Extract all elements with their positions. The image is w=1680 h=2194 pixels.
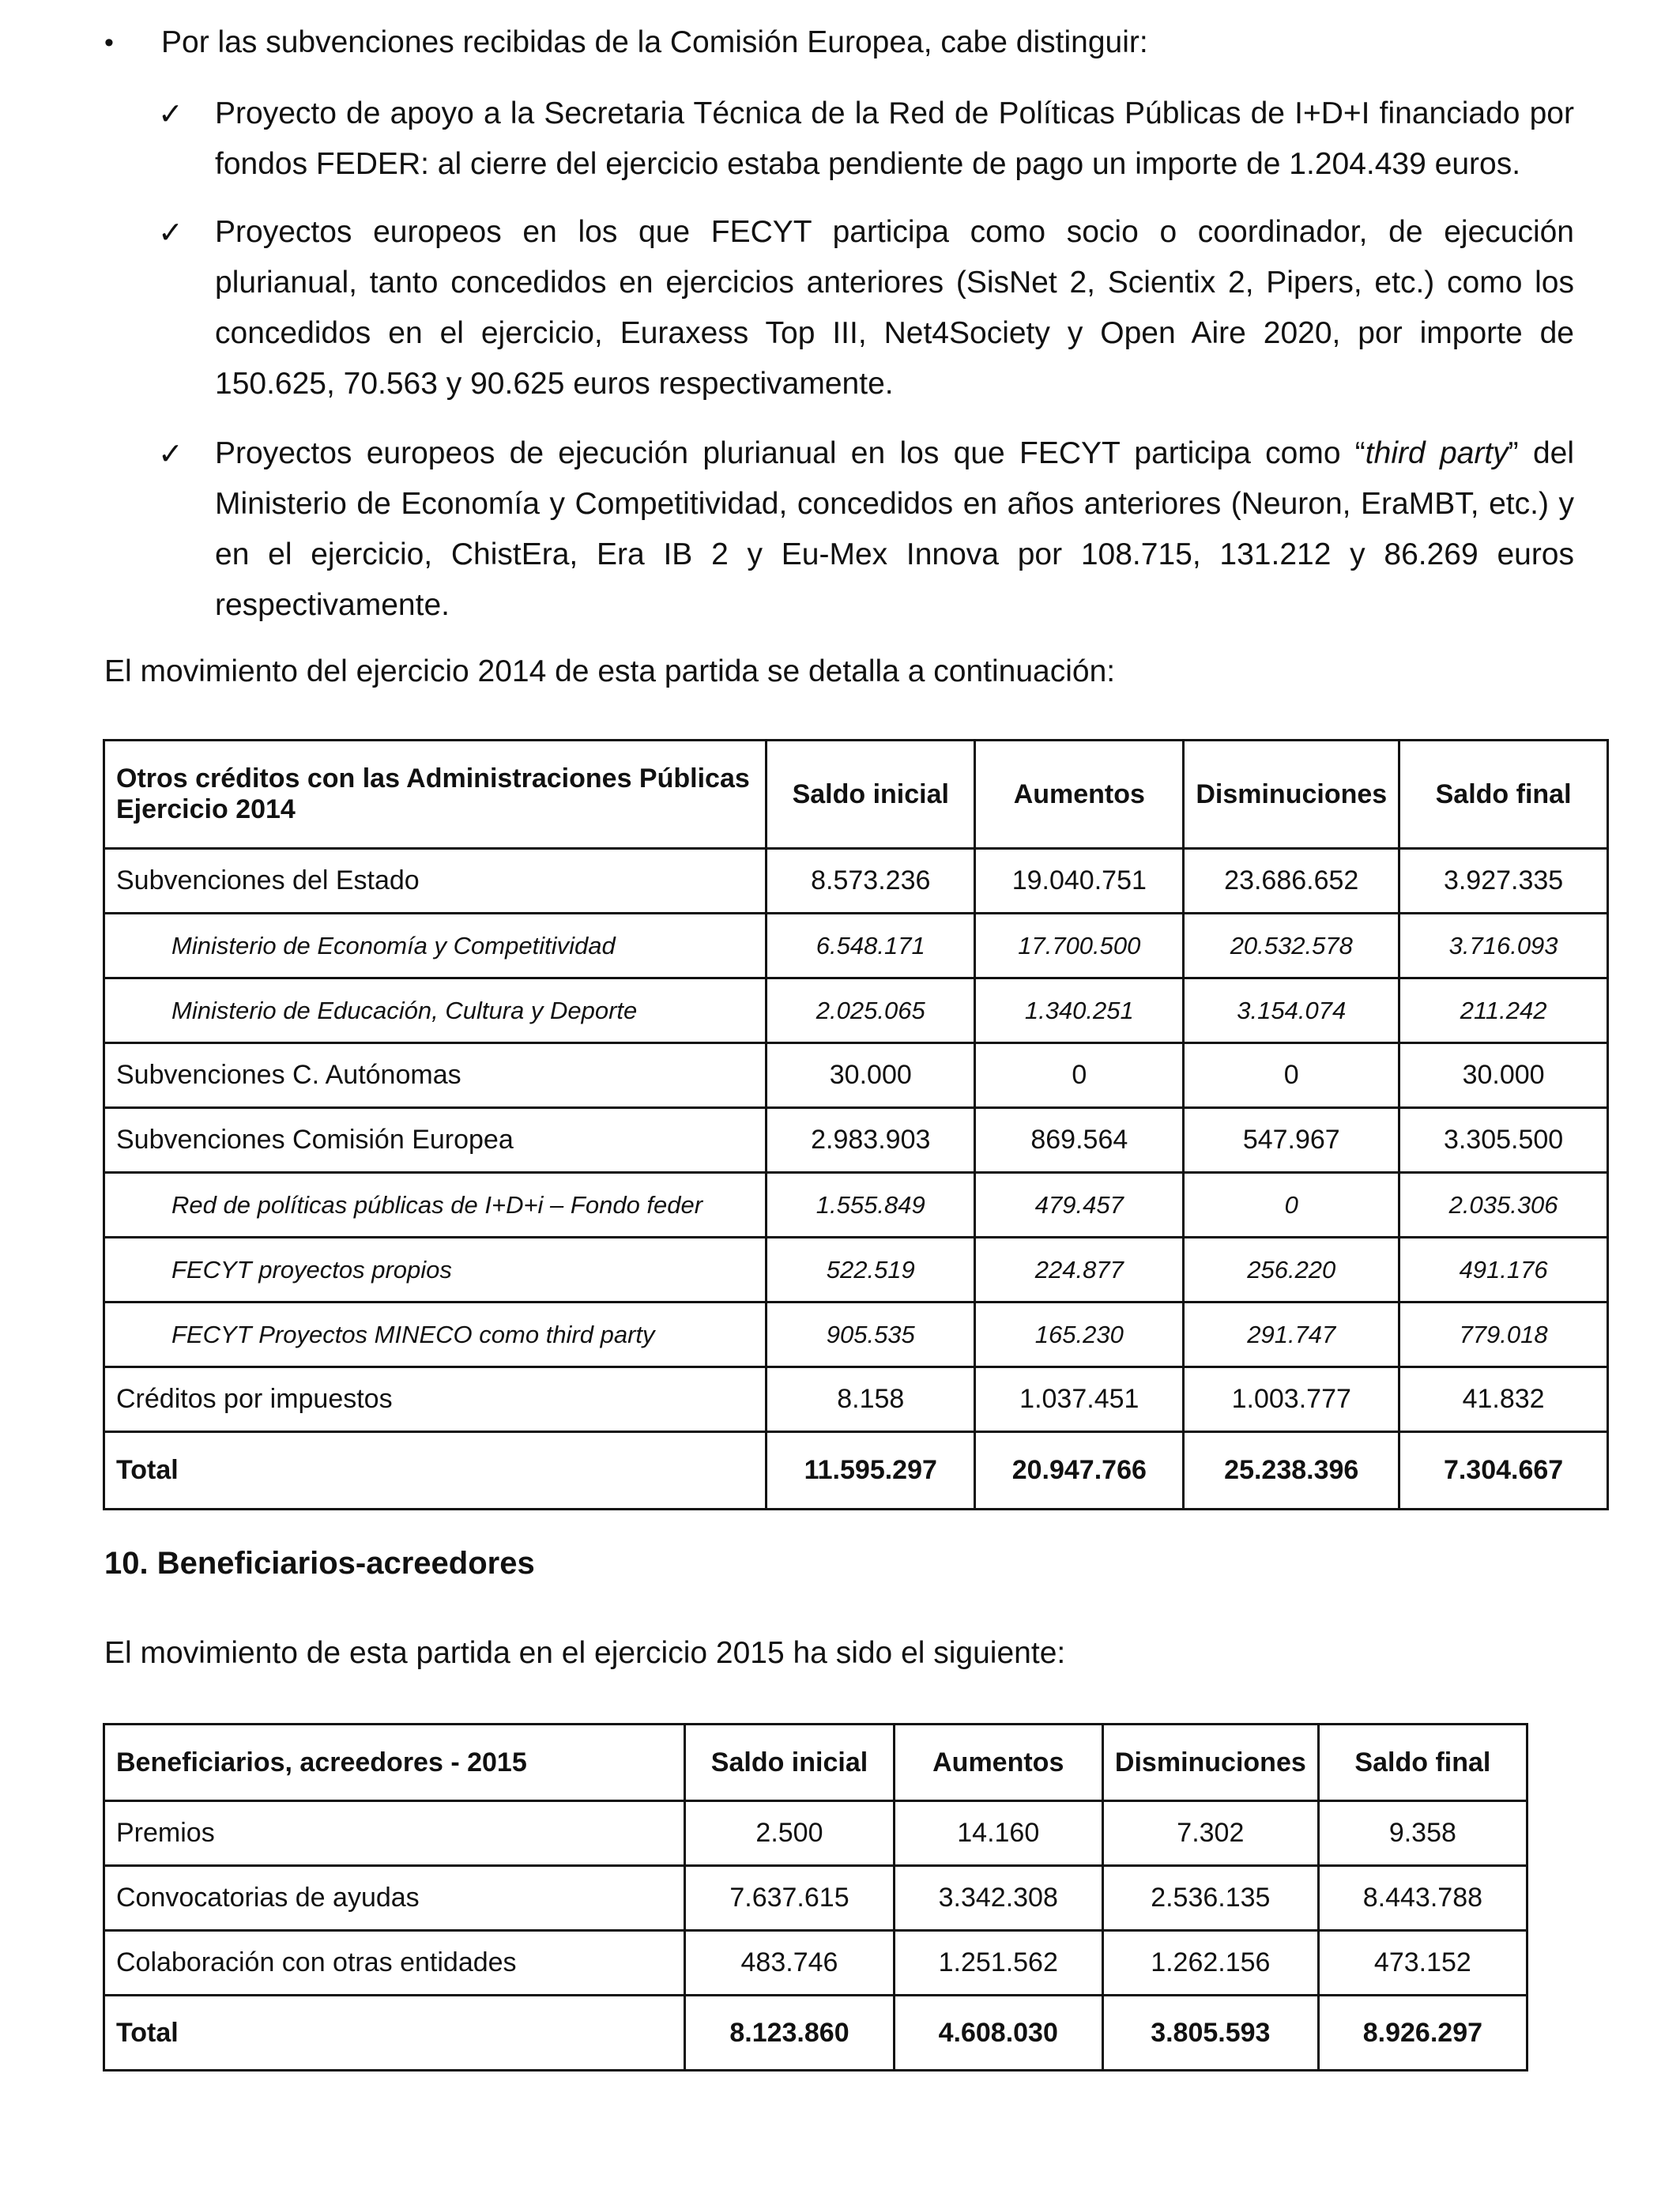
column-header: Disminuciones	[1102, 1725, 1318, 1801]
column-header: Aumentos	[894, 1725, 1102, 1801]
row-label: Ministerio de Educación, Cultura y Deporte	[104, 978, 767, 1043]
table-header-row	[104, 741, 1608, 849]
table-row	[104, 1931, 1527, 1996]
bullet-symbol: •	[104, 28, 114, 58]
cell-value: 211.242	[1399, 978, 1608, 1043]
row-label: Premios	[104, 1801, 685, 1866]
cell-value: 3.805.593	[1102, 1996, 1318, 2071]
cell-value: 7.637.615	[685, 1866, 894, 1931]
column-header: Saldo inicial	[767, 741, 975, 849]
cell-value: 2.035.306	[1399, 1173, 1608, 1238]
cell-value: 905.535	[767, 1302, 975, 1367]
row-label: FECYT Proyectos MINECO como third party	[104, 1302, 767, 1367]
cell-value: 483.746	[685, 1931, 894, 1996]
cell-value: 2.536.135	[1102, 1866, 1318, 1931]
cell-value: 1.037.451	[975, 1367, 1184, 1432]
cell-value: 14.160	[894, 1801, 1102, 1866]
cell-value: 8.926.297	[1318, 1996, 1527, 2071]
cell-value: 17.700.500	[975, 914, 1184, 978]
bullet-text: Por las subvenciones recibidas de la Comisión Europea, cabe distinguir:	[161, 25, 1148, 59]
row-label: Subvenciones del Estado	[104, 849, 767, 914]
column-header: Saldo final	[1318, 1725, 1527, 1801]
cell-value: 491.176	[1399, 1238, 1608, 1302]
cell-value: 2.983.903	[767, 1108, 975, 1173]
column-header: Saldo inicial	[685, 1725, 894, 1801]
cell-value: 41.832	[1399, 1367, 1608, 1432]
table-total-row	[104, 1432, 1608, 1510]
row-label: Colaboración con otras entidades	[104, 1931, 685, 1996]
table-row	[104, 1238, 1608, 1302]
cell-value: 291.747	[1184, 1302, 1399, 1367]
check-item-text: Proyecto de apoyo a la Secretaria Técnica de la Red de Políticas Públicas de I+D+I financiado por fondos FEDER: al cierre del ejercicio estaba pendiente de pago un importe de 1.204.439 euros.	[215, 96, 1574, 181]
beneficiaries-table-2015	[103, 1723, 1528, 2071]
table-row	[104, 914, 1608, 978]
cell-value: 0	[1184, 1043, 1399, 1108]
cell-value: 1.003.777	[1184, 1367, 1399, 1432]
section-heading: 10. Beneficiarios-acreedores	[104, 1546, 535, 1581]
cell-value: 3.305.500	[1399, 1108, 1608, 1173]
cell-value: 2.500	[685, 1801, 894, 1866]
checkmark-icon: ✓	[158, 215, 183, 250]
cell-value: 4.608.030	[894, 1996, 1102, 2071]
cell-value: 779.018	[1399, 1302, 1608, 1367]
table-header-title	[104, 741, 767, 849]
cell-value: 3.927.335	[1399, 849, 1608, 914]
cell-value: 20.532.578	[1184, 914, 1399, 978]
column-header: Saldo final	[1399, 741, 1608, 849]
table-header-title: Beneficiarios, acreedores - 2015	[104, 1725, 685, 1801]
cell-value: 7.302	[1102, 1801, 1318, 1866]
table-row	[104, 1302, 1608, 1367]
cell-value: 547.967	[1184, 1108, 1399, 1173]
check-item-text	[215, 428, 1574, 631]
table-row	[104, 978, 1608, 1043]
cell-value: 23.686.652	[1184, 849, 1399, 914]
row-label: Créditos por impuestos	[104, 1367, 767, 1432]
table-total-row	[104, 1996, 1527, 2071]
cell-value: 6.548.171	[767, 914, 975, 978]
cell-value: 3.154.074	[1184, 978, 1399, 1043]
cell-value: 869.564	[975, 1108, 1184, 1173]
cell-value: 7.304.667	[1399, 1432, 1608, 1510]
cell-value: 256.220	[1184, 1238, 1399, 1302]
cell-value: 0	[975, 1043, 1184, 1108]
cell-value: 19.040.751	[975, 849, 1184, 914]
credits-table-2014	[103, 739, 1609, 1510]
cell-value: 25.238.396	[1184, 1432, 1399, 1510]
check-item-text-start: Proyectos europeos de ejecución plurianual en los que FECYT participa como “	[215, 436, 1365, 470]
cell-value: 8.573.236	[767, 849, 975, 914]
cell-value: 165.230	[975, 1302, 1184, 1367]
cell-value: 30.000	[767, 1043, 975, 1108]
check-item-text-italic: third party	[1365, 436, 1509, 470]
cell-value: 8.158	[767, 1367, 975, 1432]
row-label: Subvenciones C. Autónomas	[104, 1043, 767, 1108]
cell-value: 8.443.788	[1318, 1866, 1527, 1931]
table-row	[104, 1801, 1527, 1866]
checkmark-icon: ✓	[158, 436, 183, 471]
cell-value: 20.947.766	[975, 1432, 1184, 1510]
table-row	[104, 1108, 1608, 1173]
column-header: Aumentos	[975, 741, 1184, 849]
cell-value: 473.152	[1318, 1931, 1527, 1996]
cell-value: 2.025.065	[767, 978, 975, 1043]
cell-value: 522.519	[767, 1238, 975, 1302]
checkmark-icon: ✓	[158, 96, 183, 131]
row-label: Red de políticas públicas de I+D+i – Fondo feder	[104, 1173, 767, 1238]
check-item-text: Proyectos europeos en los que FECYT participa como socio o coordinador, de ejecución plurianual, tanto concedidos en ejercicios anteriores (SisNet 2, Scientix 2, Pipers, etc.) como los concedidos en el ejercicio, Euraxess Top III, Net4Society y Open Aire 2020, por importe de 150.625, 70.563 y 90.625 euros respectivamente.	[215, 215, 1574, 401]
row-label: Total	[104, 1996, 685, 2071]
cell-value: 3.342.308	[894, 1866, 1102, 1931]
table-row	[104, 1866, 1527, 1931]
row-label: Convocatorias de ayudas	[104, 1866, 685, 1931]
table-row	[104, 849, 1608, 914]
cell-value: 8.123.860	[685, 1996, 894, 2071]
cell-value: 11.595.297	[767, 1432, 975, 1510]
column-header: Disminuciones	[1184, 741, 1399, 849]
table-header-line: Otros créditos con las Administraciones Públicas	[116, 763, 750, 794]
cell-value: 1.262.156	[1102, 1931, 1318, 1996]
row-label: Ministerio de Economía y Competitividad	[104, 914, 767, 978]
table-row	[104, 1043, 1608, 1108]
table-row	[104, 1367, 1608, 1432]
cell-value: 224.877	[975, 1238, 1184, 1302]
row-label: Total	[104, 1432, 767, 1510]
table-header-row	[104, 1725, 1527, 1801]
cell-value: 9.358	[1318, 1801, 1527, 1866]
intro-paragraph-2015: El movimiento de esta partida en el ejercicio 2015 ha sido el siguiente:	[104, 1636, 1066, 1670]
cell-value: 1.340.251	[975, 978, 1184, 1043]
row-label: FECYT proyectos propios	[104, 1238, 767, 1302]
row-label: Subvenciones Comisión Europea	[104, 1108, 767, 1173]
check-item-text-end: ” del Ministerio de Economía y Competitividad, concedidos en años anteriores (Neuron, EraMBT, etc.) y en el ejercicio, ChistEra, Era IB 2 y Eu-Mex Innova por 108.715, 131.212 y 86.269 euros respectivamente.	[215, 436, 1575, 622]
table-header-line: Ejercicio 2014	[116, 794, 296, 824]
cell-value: 479.457	[975, 1173, 1184, 1238]
cell-value: 0	[1184, 1173, 1399, 1238]
intro-paragraph-2014: El movimiento del ejercicio 2014 de esta partida se detalla a continuación:	[104, 654, 1116, 688]
cell-value: 30.000	[1399, 1043, 1608, 1108]
cell-value: 3.716.093	[1399, 914, 1608, 978]
table-row	[104, 1173, 1608, 1238]
cell-value: 1.555.849	[767, 1173, 975, 1238]
cell-value: 1.251.562	[894, 1931, 1102, 1996]
